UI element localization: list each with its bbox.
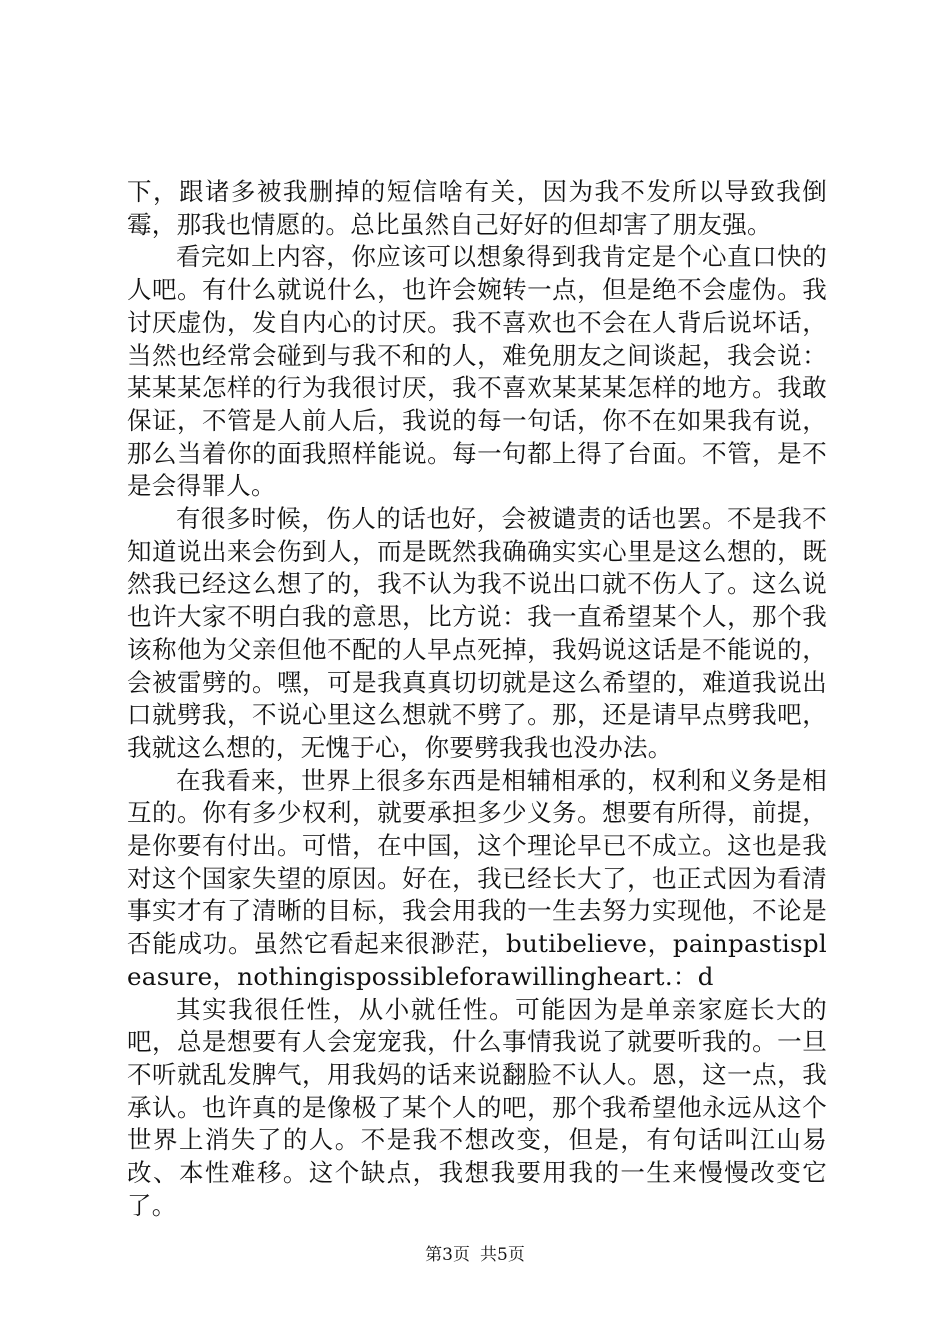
page-total: 共5页 — [480, 1245, 525, 1265]
paragraph-1: 下，跟诸多被我删掉的短信啥有关，因为我不发所以导致我倒霉，那我也情愿的。总比虽然自己好好的但却害了朋友强。 — [127, 177, 827, 239]
paragraph-5: 其实我很任性，从小就任性。可能因为是单亲家庭长大的吧，总是想要有人会宠宠我，什么事情我说了就要听我的。一旦不听就乱发脾气，用我妈的话来说翻脸不认人。恩，这一点，我承认。也许真的是像极了某个人的吧，那个我希望他永远从这个世界上消失了的人。不是我不想改变，但是，有句话叫江山易改、本性难移。这个缺点，我想我要用我的一生来慢慢改变它了。 — [127, 994, 827, 1220]
page-number: 第3页 — [425, 1245, 470, 1265]
paragraph-3: 有很多时候，伤人的话也好，会被谴责的话也罢。不是我不知道说出来会伤到人，而是既然我确确实实心里是这么想的，既然我已经这么想了的，我不认为我不说出口就不伤人了。这么说也许大家不明白我的意思，比方说：我一直希望某个人，那个我该称他为父亲但他不配的人早点死掉，我妈说这话是不能说的，会被雷劈的。嘿，可是我真真切切就是这么希望的，难道我说出口就劈我，不说心里这么想就不劈了。那，还是请早点劈我吧，我就这么想的，无愧于心，你要劈我我也没办法。 — [127, 504, 827, 762]
paragraph-2: 看完如上内容，你应该可以想象得到我肯定是个心直口快的人吧。有什么就说什么，也许会婉转一点，但是绝不会虚伪。我讨厌虚伪，发自内心的讨厌。我不喜欢也不会在人背后说坏话，当然也经常会碰到与我不和的人，难免朋友之间谈起，我会说：某某某怎样的行为我很讨厌，我不喜欢某某某怎样的地方。我敢保证，不管是人前人后，我说的每一句话，你不在如果我有说，那么当着你的面我照样能说。每一句都上得了台面。不管，是不是会得罪人。 — [127, 242, 827, 501]
document-body — [127, 176, 827, 1223]
page-footer — [0, 1244, 950, 1266]
paragraph-4: 在我看来，世界上很多东西是相辅相承的，权利和义务是相互的。你有多少权利，就要承担多少义务。想要有所得，前提，是你要有付出。可惜，在中国，这个理论早已不成立。这也是我对这个国家失望的原因。好在，我已经长大了，也正式因为看清事实才有了清晰的目标，我会用我的一生去努力实现他，不论是否能成功。虽然它看起来很渺茫，butibelieve，painpastispleasure，nothingispossibleforawillingheart.：d — [127, 765, 827, 991]
